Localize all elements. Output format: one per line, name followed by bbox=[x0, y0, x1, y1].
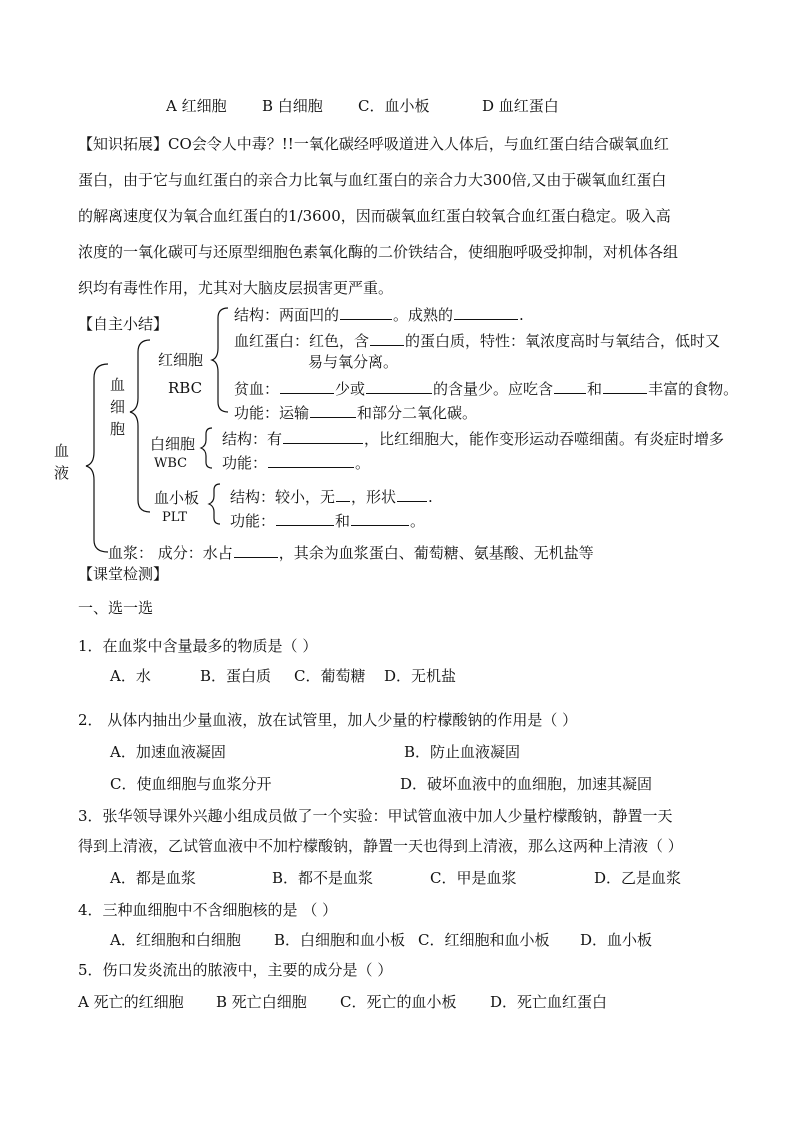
q4-option-c: C．红细胞和血小板 bbox=[418, 931, 550, 949]
top-option-b: B 白细胞 bbox=[262, 97, 323, 115]
q1-option-d: D．无机盐 bbox=[384, 667, 457, 685]
knowledge-line-5: 织均有毒性作用，尤其对大脑皮层损害更严重。 bbox=[78, 279, 394, 297]
q2-option-d: D．破坏血液中的血细胞，加速其凝固 bbox=[400, 775, 653, 793]
plt-structure: 结构：较小，无 ，形状 . bbox=[230, 488, 433, 506]
q5-option-c: C．死亡的血小板 bbox=[340, 993, 457, 1011]
wbc-label: 白细胞 bbox=[150, 435, 196, 453]
knowledge-line-4: 浓度的一氧化碳可与还原型细胞色素氧化酶的二价铁结合，使细胞呼吸受抑制，对机体各组 bbox=[78, 243, 679, 261]
rbc-abbr: RBC bbox=[168, 379, 203, 397]
summary-heading: 【自主小结】 bbox=[78, 315, 169, 333]
q5-option-d: D．死亡血红蛋白 bbox=[490, 993, 608, 1011]
q5-option-b: B 死亡白细胞 bbox=[216, 993, 307, 1011]
question-3-stem-cont: 得到上清液，乙试管血液中不加柠檬酸钠，静置一天也得到上清液，那么这两种上清液（ ） bbox=[78, 837, 683, 855]
wbc-structure: 结构：有 ，比红细胞大，能作变形运动吞噬细菌。有炎症时增多 bbox=[222, 430, 725, 448]
blood-cells-label: 血细胞 bbox=[110, 376, 126, 438]
q1-option-a: A．水 bbox=[110, 667, 151, 685]
rbc-hemoglobin: 血红蛋白：红色，含 的蛋白质，特性：氧浓度高时与氧结合，低时又 bbox=[234, 332, 721, 350]
question-3-stem: 3．张华领导课外兴趣小组成员做了一个实验：甲试管血液中加人少量柠檬酸钠，静置一天 bbox=[78, 807, 673, 825]
q2-option-a: A．加速血液凝固 bbox=[110, 743, 226, 761]
q1-option-b: B．蛋白质 bbox=[200, 667, 272, 685]
plt-label: 血小板 bbox=[154, 489, 200, 507]
top-option-c: C．血小板 bbox=[358, 97, 430, 115]
q4-option-a: A．红细胞和白细胞 bbox=[110, 931, 241, 949]
top-option-a: A 红细胞 bbox=[166, 97, 227, 115]
knowledge-line-3: 的解离速度仅为氧合血红蛋白的1/3600，因而碳氧血红蛋白较氧合血红蛋白稳定。吸入高 bbox=[78, 207, 671, 225]
rbc-structure: 结构：两面凹的 。成熟的 . bbox=[234, 306, 524, 324]
q2-option-c: C．使血细胞与血浆分开 bbox=[110, 775, 272, 793]
q4-option-d: D．血小板 bbox=[580, 931, 653, 949]
question-4-stem: 4．三种血细胞中不含细胞核的是 （ ） bbox=[78, 901, 338, 919]
q3-option-d: D．乙是血浆 bbox=[594, 869, 682, 887]
knowledge-line-1: 【知识拓展】CO会令人中毒？!!一氧化碳经呼吸道进入人体后，与血红蛋白结合碳氧血红 bbox=[78, 135, 669, 153]
top-option-d: D 血红蛋白 bbox=[482, 97, 559, 115]
rbc-hemoglobin-cont: 易与氧分离。 bbox=[308, 353, 399, 371]
question-1-stem: 1．在血浆中含量最多的物质是（ ） bbox=[78, 637, 318, 655]
q5-option-a: A 死亡的红细胞 bbox=[78, 993, 184, 1011]
plasma-line: 血浆： 成分：水占 ，其余为血浆蛋白、葡萄糖、氨基酸、无机盐等 bbox=[108, 544, 594, 562]
q3-option-c: C．甲是血浆 bbox=[430, 869, 517, 887]
q3-option-a: A．都是血浆 bbox=[110, 869, 196, 887]
q4-option-b: B．白细胞和血小板 bbox=[274, 931, 406, 949]
rbc-label: 红细胞 bbox=[158, 351, 204, 369]
blood-label: 血液 bbox=[54, 442, 70, 482]
q2-option-b: B．防止血液凝固 bbox=[404, 743, 521, 761]
question-2-stem: 2． 从体内抽出少量血液，放在试管里，加人少量的柠檬酸钠的作用是（ ） bbox=[78, 711, 578, 729]
q3-option-b: B．都不是血浆 bbox=[272, 869, 374, 887]
plt-abbr: PLT bbox=[162, 510, 187, 525]
classroom-heading: 【课堂检测】 bbox=[78, 565, 169, 583]
anemia-line: 贫血： 少或 的含量少。应吃含 和 丰富的食物。 bbox=[234, 380, 739, 398]
wbc-function: 功能： 。 bbox=[222, 454, 371, 472]
knowledge-line-2: 蛋白，由于它与血红蛋白的亲合力比氧与血红蛋白的亲合力大300倍,又由于碳氧血红蛋白 bbox=[78, 171, 667, 189]
q1-option-c: C．葡萄糖 bbox=[294, 667, 366, 685]
question-5-stem: 5．伤口发炎流出的脓液中，主要的成分是（ ） bbox=[78, 961, 393, 979]
wbc-abbr: WBC bbox=[154, 456, 188, 471]
section-heading: 一、选一选 bbox=[78, 599, 154, 617]
plt-function: 功能： 和 。 bbox=[230, 512, 426, 530]
rbc-function: 功能：运输 和部分二氧化碳。 bbox=[234, 404, 478, 422]
